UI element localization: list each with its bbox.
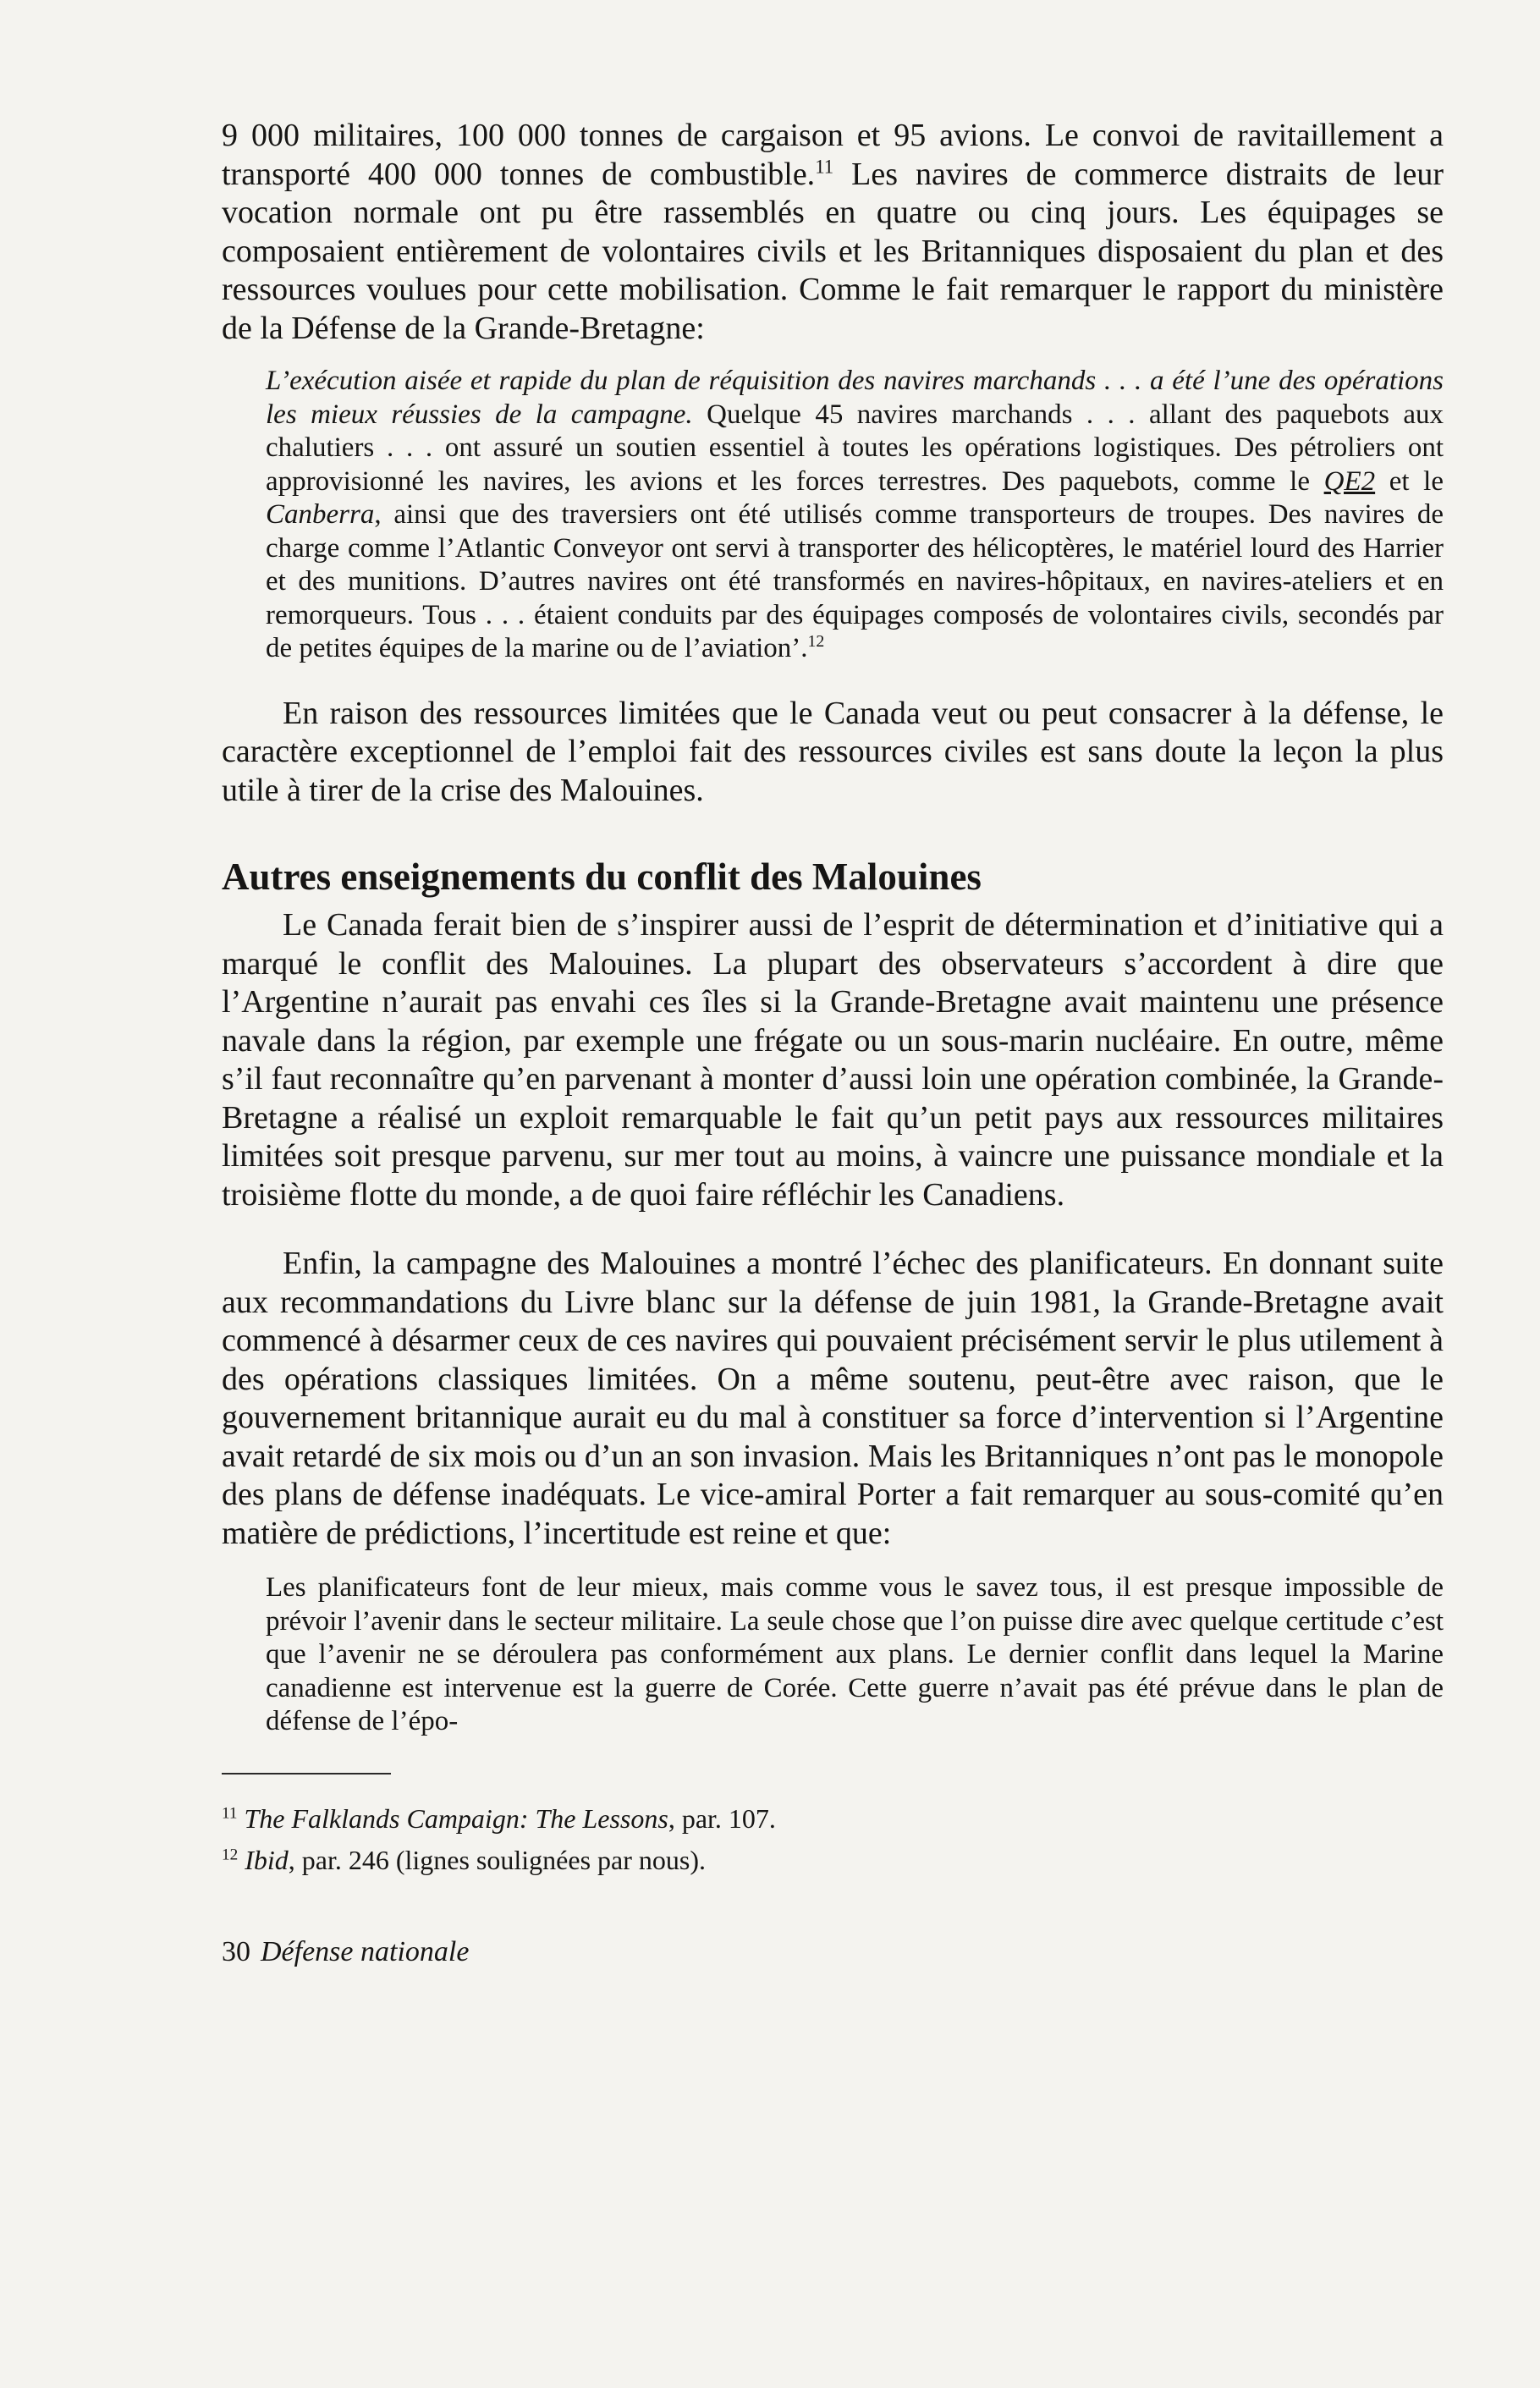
ship-name-qe2: QE2 [1323,465,1376,497]
block-quote-1-text-b: et le [1375,465,1444,497]
paragraph-1-text-b: Les navires de commerce distraits de leur vocation normale ont pu être rassemblés en quatre ou cinq jours. Les équipages se composaient entièrement de volontaires civils et les Britanniques disposaient du plan et des ressources voulues pour cette mobilisation. Comme le fait remarquer le rapport du ministère de la Défense de la Grande-Bretagne: [222,156,1444,346]
footnote-12 [222,1840,1444,1881]
paragraph-3: Le Canada ferait bien de s’inspirer aussi de l’esprit de détermination et d’initiative qui a marqué le conflit des Malouines. La plupart des observateurs s’accordent à dire que l’Argentine n’aurait pas envahi ces îles si la Grande-Bretagne avait maintenu une présence navale dans la région, par exemple une frégate ou un sous-marin nucléaire. En outre, même s’il faut reconnaître qu’en parvenant à monter d’aussi loin une opération combinée, la Grande-Bretagne a réalisé un exploit remarquable le fait qu’un petit pays aux ressources militaires limitées soit presque parvenu, sur mer tout au moins, à vaincre une puissance mondiale et la troisième flotte du monde, a de quoi faire réfléchir les Canadiens. [222,907,1444,1213]
section-heading: Autres enseignements du conflit des Malouines [222,856,982,898]
footnote-12-text: , par. 246 (lignes soulignées par nous). [288,1844,706,1875]
ship-name-canberra: Canberra [266,499,375,530]
block-quote-1-text-a: Quelque 45 navires marchands . . . allant des paquebots aux chalutiers . . . ont assuré un soutien essentiel à toutes les opérations logistiques. Des pétroliers ont approvisionné les navires, les avions et les forces terrestres. Des paquebots, comme le [266,399,1444,497]
paragraph-4: Enfin, la campagne des Malouines a montré l’échec des planificateurs. En donnant suite aux recommandations du Livre blanc sur la défense de juin 1981, la Grande-Bretagne avait commencé à désarmer ceux de ces navires qui pouvaient précisément servir le plus utilement à des opérations classiques limitées. On a même soutenu, peut-être avec raison, que le gouvernement britannique aurait eu du mal à constituer sa force d’intervention si l’Argentine avait retardé de six mois ou d’un an son invasion. Mais les Britanniques n’ont pas le monopole des plans de défense inadéquats. Le vice-amiral Porter a fait remarquer au sous-comité qu’en matière de prédictions, l’incertitude est reine et que: [222,1246,1444,1551]
block-quote-2: Les planificateurs font de leur mieux, mais comme vous le savez tous, il est presque impossible de prévoir l’avenir dans le secteur militaire. La seule chose que l’on puisse dire avec quelque certitude c’est que l’avenir ne se déroulera pas conformément aux plans. Le dernier conflit dans lequel la Marine canadienne est intervenue est la guerre de Corée. Cette guerre n’avait pas été prévue dans le plan de défense de l’épo- [266,1572,1444,1736]
text-column [222,117,1444,1969]
footnote-12-title: Ibid [245,1844,289,1875]
footnote-11-title: The Falklands Campaign: The Lessons [244,1802,668,1834]
footnote-11 [222,1798,1444,1840]
footnote-12-number: 12 [222,1845,239,1863]
block-quote-1-italic-lead: L’exécution aisée et rapide du plan de réquisition des navires marchands . . . a été l’une des opérations les mieux réussies de la campagne. [266,366,1444,430]
page-footer [222,1935,1444,1969]
paragraph-1 [222,117,1444,348]
paragraph-2: En raison des ressources limitées que le Canada veut ou peut consacrer à la défense, le caractère exceptionnel de l’emploi fait des ressources civiles est sans doute la leçon la plus utile à tirer de la crise des Malouines. [222,695,1444,808]
block-quote-1-text-c: , ainsi que des traversiers ont été utilisés comme transporteurs de troupes. Des navires de charge comme l’Atlantic Conveyor ont servi à transporter des hélicoptères, le matériel lourd des Harrier et des munitions. D’autres navires ont été transformés en navires-hôpitaux, en navires-ateliers et en remorqueurs. Tous . . . étaient conduits par des équipages composés de volontaires civils, secondés par de petites équipes de la marine ou de l’aviation’. [266,499,1444,663]
footnote-divider [222,1773,391,1774]
footnote-11-number: 11 [222,1803,238,1822]
footnote-ref-12: 12 [807,632,825,652]
running-title: Défense nationale [261,1935,470,1967]
page-number: 30 [222,1935,250,1967]
paragraph-1-text-a: 9 000 militaires, 100 000 tonnes de cargaison et 95 avions. Le convoi de ravitaillement a transporté 400 000 tonnes de combustible. [222,118,1444,192]
footnote-11-text: , par. 107. [668,1802,776,1834]
block-quote-1 [266,365,1444,666]
footnote-ref-11: 11 [815,155,834,177]
